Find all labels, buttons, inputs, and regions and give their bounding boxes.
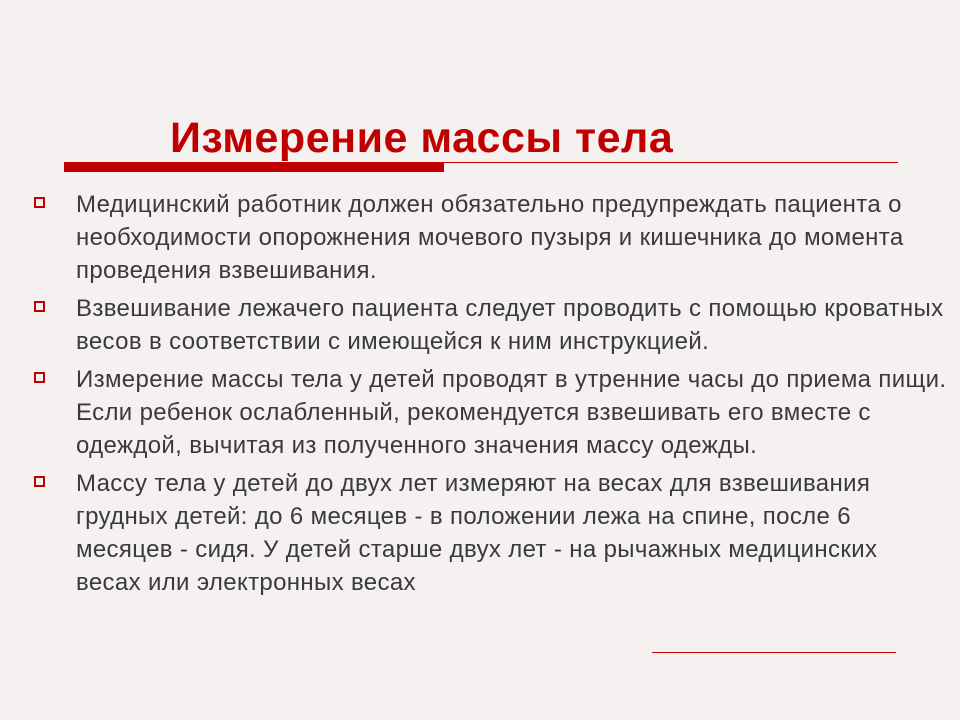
bullet-text: Медицинский работник должен обязательно предупреждать пациента о необходимости опорожнения мочевого пузыря и кишечника до момента проведения взвешивания. <box>76 191 904 284</box>
list-item <box>34 363 949 462</box>
list-item <box>34 292 949 358</box>
square-bullet-icon <box>34 476 45 487</box>
square-bullet-icon <box>34 372 45 383</box>
title-accent-bar <box>64 162 444 172</box>
bullet-text: Измерение массы тела у детей проводят в утренние часы до приема пищи. Если ребенок ослабленный, рекомендуется взвешивать его вместе с одеждой, вычитая из полученного значения массу одежды. <box>76 366 947 459</box>
bullet-list <box>34 188 949 604</box>
list-item <box>34 467 949 599</box>
square-bullet-icon <box>34 301 45 312</box>
footer-divider <box>652 652 896 653</box>
bullet-text: Взвешивание лежачего пациента следует проводить с помощью кроватных весов в соответствии с имеющейся к ним инструкцией. <box>76 295 944 355</box>
square-bullet-icon <box>34 197 45 208</box>
bullet-text: Массу тела у детей до двух лет измеряют на весах для взвешивания грудных детей: до 6 месяцев - в положении лежа на спине, после 6 месяцев - сидя. У детей старше двух лет - на рычажных медицинских весах или электронных весах <box>76 470 878 596</box>
list-item <box>34 188 949 287</box>
slide-title: Измерение массы тела <box>170 114 674 162</box>
